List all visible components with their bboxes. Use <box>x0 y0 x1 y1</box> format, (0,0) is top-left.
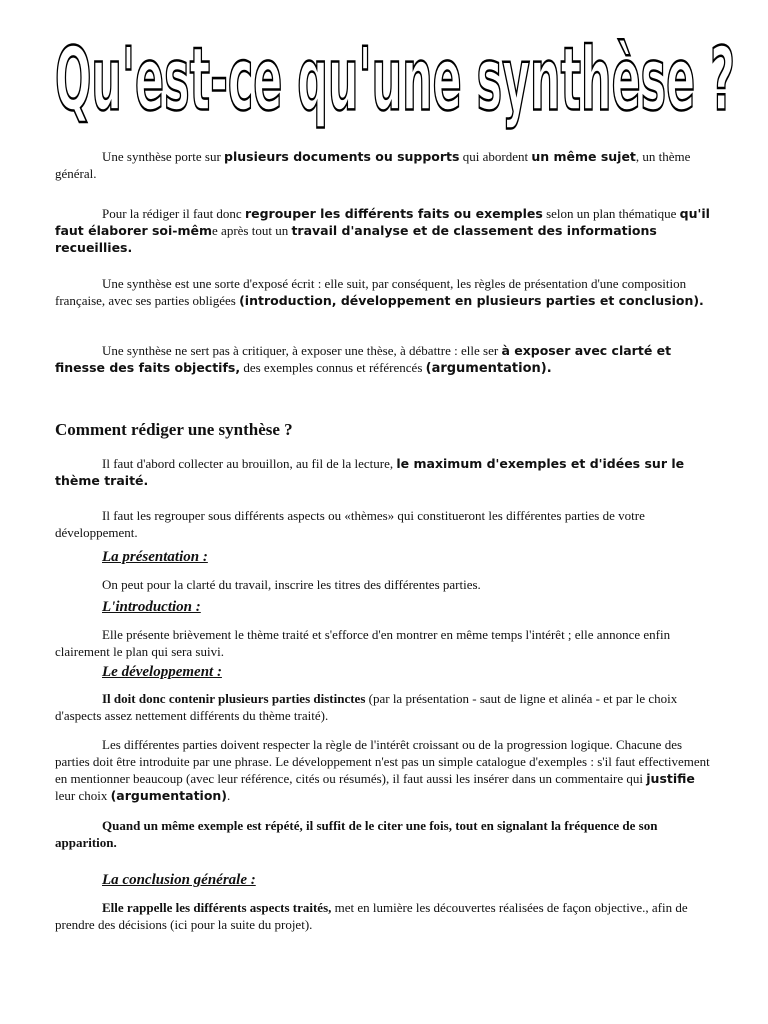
developpement-paragraph-1: Il doit donc contenir plusieurs parties distinctes (par la présentation - saut de ligne et alinéa - et par le choix d'aspects assez nettement différents du thème traité). <box>55 691 678 723</box>
page-title <box>50 35 740 135</box>
presentation-text: On peut pour la clarté du travail, inscrire les titres des différentes parties. <box>102 577 481 592</box>
intro-paragraph-1: Une synthèse porte sur plusieurs documents ou supports qui abordent un même sujet, un thème général. <box>55 149 691 181</box>
section-paragraph-2: Il faut les regrouper sous différents aspects ou «thèmes» qui constitueront les différentes parties de votre développement. <box>55 508 645 540</box>
developpement-paragraph-2: Les différentes parties doivent respecter la règle de l'intérêt croissant ou de la progression logique. Chacune des parties doit être introduite par une phrase. Le développement n'est pas un simple catalogue d'exemples : s'il faut effectivement en mentionner beaucoup (avec leur référence, cités ou résumés), il faut aussi les insérer dans un commentaire qui justifie leur choix (argumentation). <box>55 737 710 803</box>
title-text: Qu'est-ce qu'une synthèse ? <box>54 35 735 132</box>
conclusion-paragraph: Elle rappelle les différents aspects traités, met en lumière les découvertes réalisées de façon objective., afin de prendre des décisions (ici pour la suite du projet). <box>55 900 688 932</box>
introduction-heading: L'introduction : <box>102 599 201 615</box>
intro-paragraph-2: Pour la rédiger il faut donc regrouper les différents faits ou exemples selon un plan thématique qu'il faut élaborer soi-même après tout un travail d'analyse et de classement des informations recueillies. <box>55 206 710 255</box>
presentation-heading: La présentation : <box>102 549 208 565</box>
section-heading: Comment rédiger une synthèse ? <box>55 420 293 439</box>
conclusion-heading: La conclusion générale : <box>102 872 256 888</box>
intro-paragraph-3: Une synthèse est une sorte d'exposé écrit : elle suit, par conséquent, les règles de présentation d'une composition française, avec ses parties obligées (introduction, développement en plusieurs parties et conclusion). <box>55 276 704 308</box>
developpement-paragraph-3: Quand un même exemple est répété, il suffit de le citer une fois, tout en signalant la fréquence de son apparition. <box>55 818 658 850</box>
section-paragraph-1: Il faut d'abord collecter au brouillon, au fil de la lecture, le maximum d'exemples et d'idées sur le thème traité. <box>55 456 685 488</box>
intro-paragraph-4: Une synthèse ne sert pas à critiquer, à exposer une thèse, à débattre : elle ser à exposer avec clarté et finesse des faits objectifs, des exemples connus et référencés (argumentation). <box>55 343 672 376</box>
title-outline-art <box>50 35 740 135</box>
developpement-heading: Le développement : <box>102 664 222 680</box>
introduction-text: Elle présente brièvement le thème traité et s'efforce d'en montrer en même temps l'intérêt ; elle annonce enfin clairement le plan qui sera suivi. <box>55 627 671 659</box>
